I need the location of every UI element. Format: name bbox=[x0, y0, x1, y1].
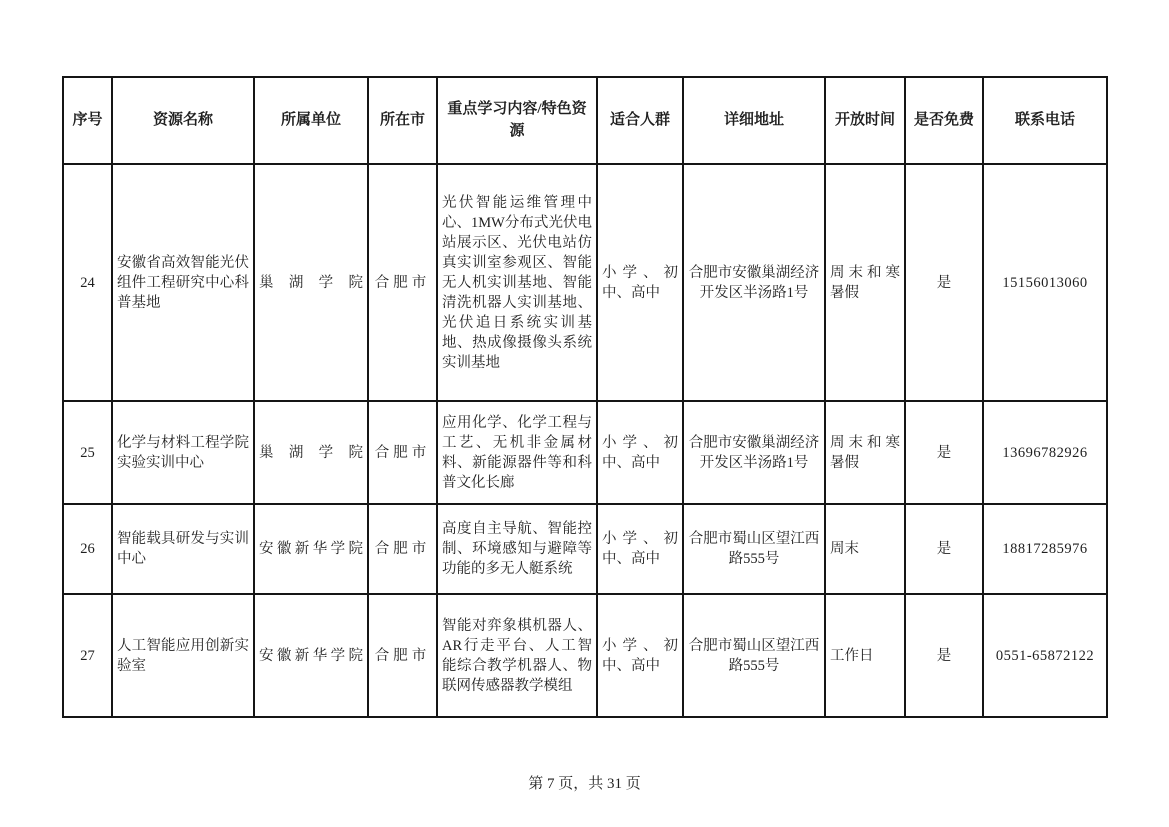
table-row bbox=[63, 164, 1107, 401]
cell-unit: 安徽新华学院 bbox=[254, 594, 368, 717]
cell-seq: 26 bbox=[63, 504, 112, 594]
cell-address: 合肥市安徽巢湖经济开发区半汤路1号 bbox=[683, 401, 825, 504]
cell-audience: 小学、初中、高中 bbox=[597, 594, 683, 717]
cell-hours: 周末和寒暑假 bbox=[825, 164, 905, 401]
cell-city: 合肥市 bbox=[368, 164, 437, 401]
column-header-seq: 序号 bbox=[63, 77, 112, 164]
cell-hours: 周末和寒暑假 bbox=[825, 401, 905, 504]
cell-city: 合肥市 bbox=[368, 504, 437, 594]
cell-unit: 巢湖学院 bbox=[254, 164, 368, 401]
cell-phone: 0551-65872122 bbox=[983, 594, 1107, 717]
table-header-row bbox=[63, 77, 1107, 164]
cell-seq: 27 bbox=[63, 594, 112, 717]
cell-audience: 小学、初中、高中 bbox=[597, 164, 683, 401]
cell-seq: 25 bbox=[63, 401, 112, 504]
cell-city: 合肥市 bbox=[368, 594, 437, 717]
cell-address: 合肥市蜀山区望江西路555号 bbox=[683, 594, 825, 717]
cell-free: 是 bbox=[905, 594, 983, 717]
cell-unit: 巢湖学院 bbox=[254, 401, 368, 504]
column-header-phone: 联系电话 bbox=[983, 77, 1107, 164]
table-row bbox=[63, 594, 1107, 717]
table-row bbox=[63, 504, 1107, 594]
cell-audience: 小学、初中、高中 bbox=[597, 504, 683, 594]
cell-audience: 小学、初中、高中 bbox=[597, 401, 683, 504]
cell-resource-name: 安徽省高效智能光伏组件工程研究中心科普基地 bbox=[112, 164, 254, 401]
cell-free: 是 bbox=[905, 504, 983, 594]
column-header-name: 资源名称 bbox=[112, 77, 254, 164]
column-header-city: 所在市 bbox=[368, 77, 437, 164]
cell-address: 合肥市安徽巢湖经济开发区半汤路1号 bbox=[683, 164, 825, 401]
cell-unit: 安徽新华学院 bbox=[254, 504, 368, 594]
column-header-unit: 所属单位 bbox=[254, 77, 368, 164]
cell-phone: 15156013060 bbox=[983, 164, 1107, 401]
cell-hours: 周末 bbox=[825, 504, 905, 594]
page-footer: 第 7 页，共 31 页 bbox=[528, 776, 641, 792]
cell-content: 智能对弈象棋机器人、AR行走平台、人工智能综合教学机器人、物联网传感器教学模组 bbox=[437, 594, 597, 717]
cell-resource-name: 人工智能应用创新实验室 bbox=[112, 594, 254, 717]
cell-hours: 工作日 bbox=[825, 594, 905, 717]
cell-resource-name: 智能载具研发与实训中心 bbox=[112, 504, 254, 594]
cell-resource-name: 化学与材料工程学院实验实训中心 bbox=[112, 401, 254, 504]
column-header-hours: 开放时间 bbox=[825, 77, 905, 164]
column-header-free: 是否免费 bbox=[905, 77, 983, 164]
cell-content: 应用化学、化学工程与工艺、无机非金属材料、新能源器件等和科普文化长廊 bbox=[437, 401, 597, 504]
column-header-content: 重点学习内容/特色资源 bbox=[437, 77, 597, 164]
cell-free: 是 bbox=[905, 164, 983, 401]
cell-address: 合肥市蜀山区望江西路555号 bbox=[683, 504, 825, 594]
cell-city: 合肥市 bbox=[368, 401, 437, 504]
cell-content: 高度自主导航、智能控制、环境感知与避障等功能的多无人艇系统 bbox=[437, 504, 597, 594]
cell-content: 光伏智能运维管理中心、1MW分布式光伏电站展示区、光伏电站仿真实训室参观区、智能无人机实训基地、智能清洗机器人实训基地、光伏追日系统实训基地、热成像摄像头系统实训基地 bbox=[437, 164, 597, 401]
column-header-address: 详细地址 bbox=[683, 77, 825, 164]
resources-table bbox=[62, 76, 1108, 718]
column-header-audience: 适合人群 bbox=[597, 77, 683, 164]
cell-free: 是 bbox=[905, 401, 983, 504]
cell-phone: 13696782926 bbox=[983, 401, 1107, 504]
cell-seq: 24 bbox=[63, 164, 112, 401]
cell-phone: 18817285976 bbox=[983, 504, 1107, 594]
table-row bbox=[63, 401, 1107, 504]
